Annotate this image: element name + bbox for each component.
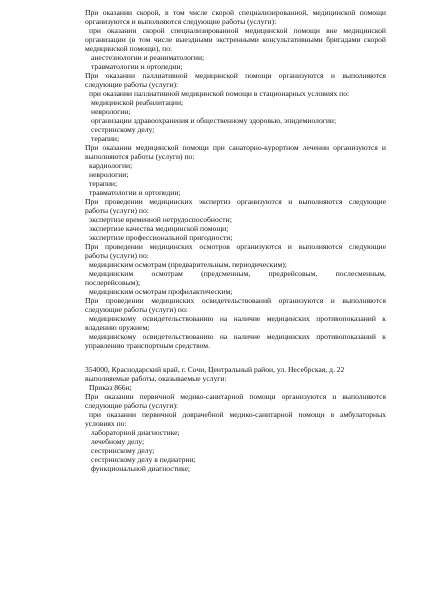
- text-line: Приказ 866н;: [89, 383, 132, 392]
- text-line: сестринскому делу;: [91, 125, 155, 134]
- text-line: медицинской реабилитации;: [91, 98, 184, 107]
- text-line: сестринскому делу;: [91, 446, 155, 455]
- text-line: медицинскому освидетельствованию на наличие медицинских противопоказаний к: [89, 314, 386, 323]
- text-line: выполняются работы (услуги) по:: [85, 152, 195, 161]
- text-line: терапии;: [89, 179, 118, 188]
- text-line: организации (в том числе выездными экстренными консультативными бригадами скорой: [85, 35, 386, 44]
- text-line: управлению транспортным средством.: [85, 341, 211, 350]
- text-line: экспертизе качества медицинской помощи;: [89, 224, 229, 233]
- text-line: лабораторной диагностике;: [91, 428, 180, 437]
- text-line: сестринскому делу в педиатрии;: [91, 455, 196, 464]
- text-line: При проведении медицинских осмотров организуются и выполняются следующие: [85, 242, 386, 251]
- text-line: экспертизе временной нетрудоспособности;: [89, 215, 232, 224]
- text-line: терапии;: [91, 134, 120, 143]
- text-line: при оказании первичной доврачебной медико-санитарной помощи в амбулаторных: [89, 410, 386, 419]
- text-line: следующие работы (услуги):: [85, 80, 179, 89]
- text-line: при оказании скорой специализированной медицинской помощи вне медицинской: [89, 26, 386, 35]
- text-line: выполняемые работы, оказываемые услуги:: [85, 374, 227, 383]
- text-line: при оказании паллиативной медицинской помощи в стационарных условиях по:: [89, 89, 350, 98]
- text-line: неврологии;: [89, 170, 129, 179]
- text-line: При проведении медицинских освидетельствований организуются и выполняются: [85, 296, 386, 305]
- address-line: 354000, Краснодарский край, г. Сочи, Центральный район, ул. Несебрская, д. 22: [85, 365, 345, 374]
- text-line: следующие работы (услуги):: [85, 401, 179, 410]
- text-line: При оказании скорой, в том числе скорой специализированной, медицинской помощи: [85, 8, 386, 17]
- text-line: медицинским осмотрам профилактическим;: [89, 287, 233, 296]
- text-line: При оказании первичной медико-санитарной помощи организуются и выполняются: [85, 392, 386, 401]
- text-line: травматологии и ортопедии;: [91, 62, 183, 71]
- text-line: При оказании медицинской помощи при санаторно-курортном лечении организуются и: [85, 143, 386, 152]
- text-line: владению оружием;: [85, 323, 150, 332]
- text-line: условиях по:: [85, 419, 127, 428]
- text-line: медицинской помощи), по:: [85, 44, 173, 53]
- text-line: следующие работы (услуги) по:: [85, 305, 188, 314]
- text-line: функциональной диагностике;: [91, 464, 190, 473]
- text-line: лечебному делу;: [91, 437, 145, 446]
- text-line: работы (услуги) по:: [85, 206, 149, 215]
- text-line: травматологии и ортопедии;: [89, 188, 181, 197]
- text-line: медицинским осмотрам (предварительным, периодическим);: [89, 260, 287, 269]
- text-line: послерейсовым);: [85, 278, 141, 287]
- text-line: анестезиологии и реаниматологии;: [91, 53, 205, 62]
- text-line: медицинским осмотрам (предсменным, предрейсовым, послесменным,: [89, 269, 386, 278]
- text-line: организуются и выполняются следующие работы (услуги):: [85, 17, 277, 26]
- text-line: организации здравоохранения и общественному здоровью, эпидемиологии;: [91, 116, 337, 125]
- text-line: неврологии;: [91, 107, 131, 116]
- text-line: кардиологии;: [89, 161, 133, 170]
- text-line: медицинскому освидетельствованию на наличие медицинских противопоказаний к: [89, 332, 386, 341]
- text-line: работы (услуги) по:: [85, 251, 149, 260]
- text-line: При оказании паллиативной медицинской помощи организуются и выполняются: [85, 71, 386, 80]
- text-line: экспертизе профессиональной пригодности;: [89, 233, 233, 242]
- text-line: При проведении медицинских экспертиз организуются и выполняются следующие: [85, 197, 386, 206]
